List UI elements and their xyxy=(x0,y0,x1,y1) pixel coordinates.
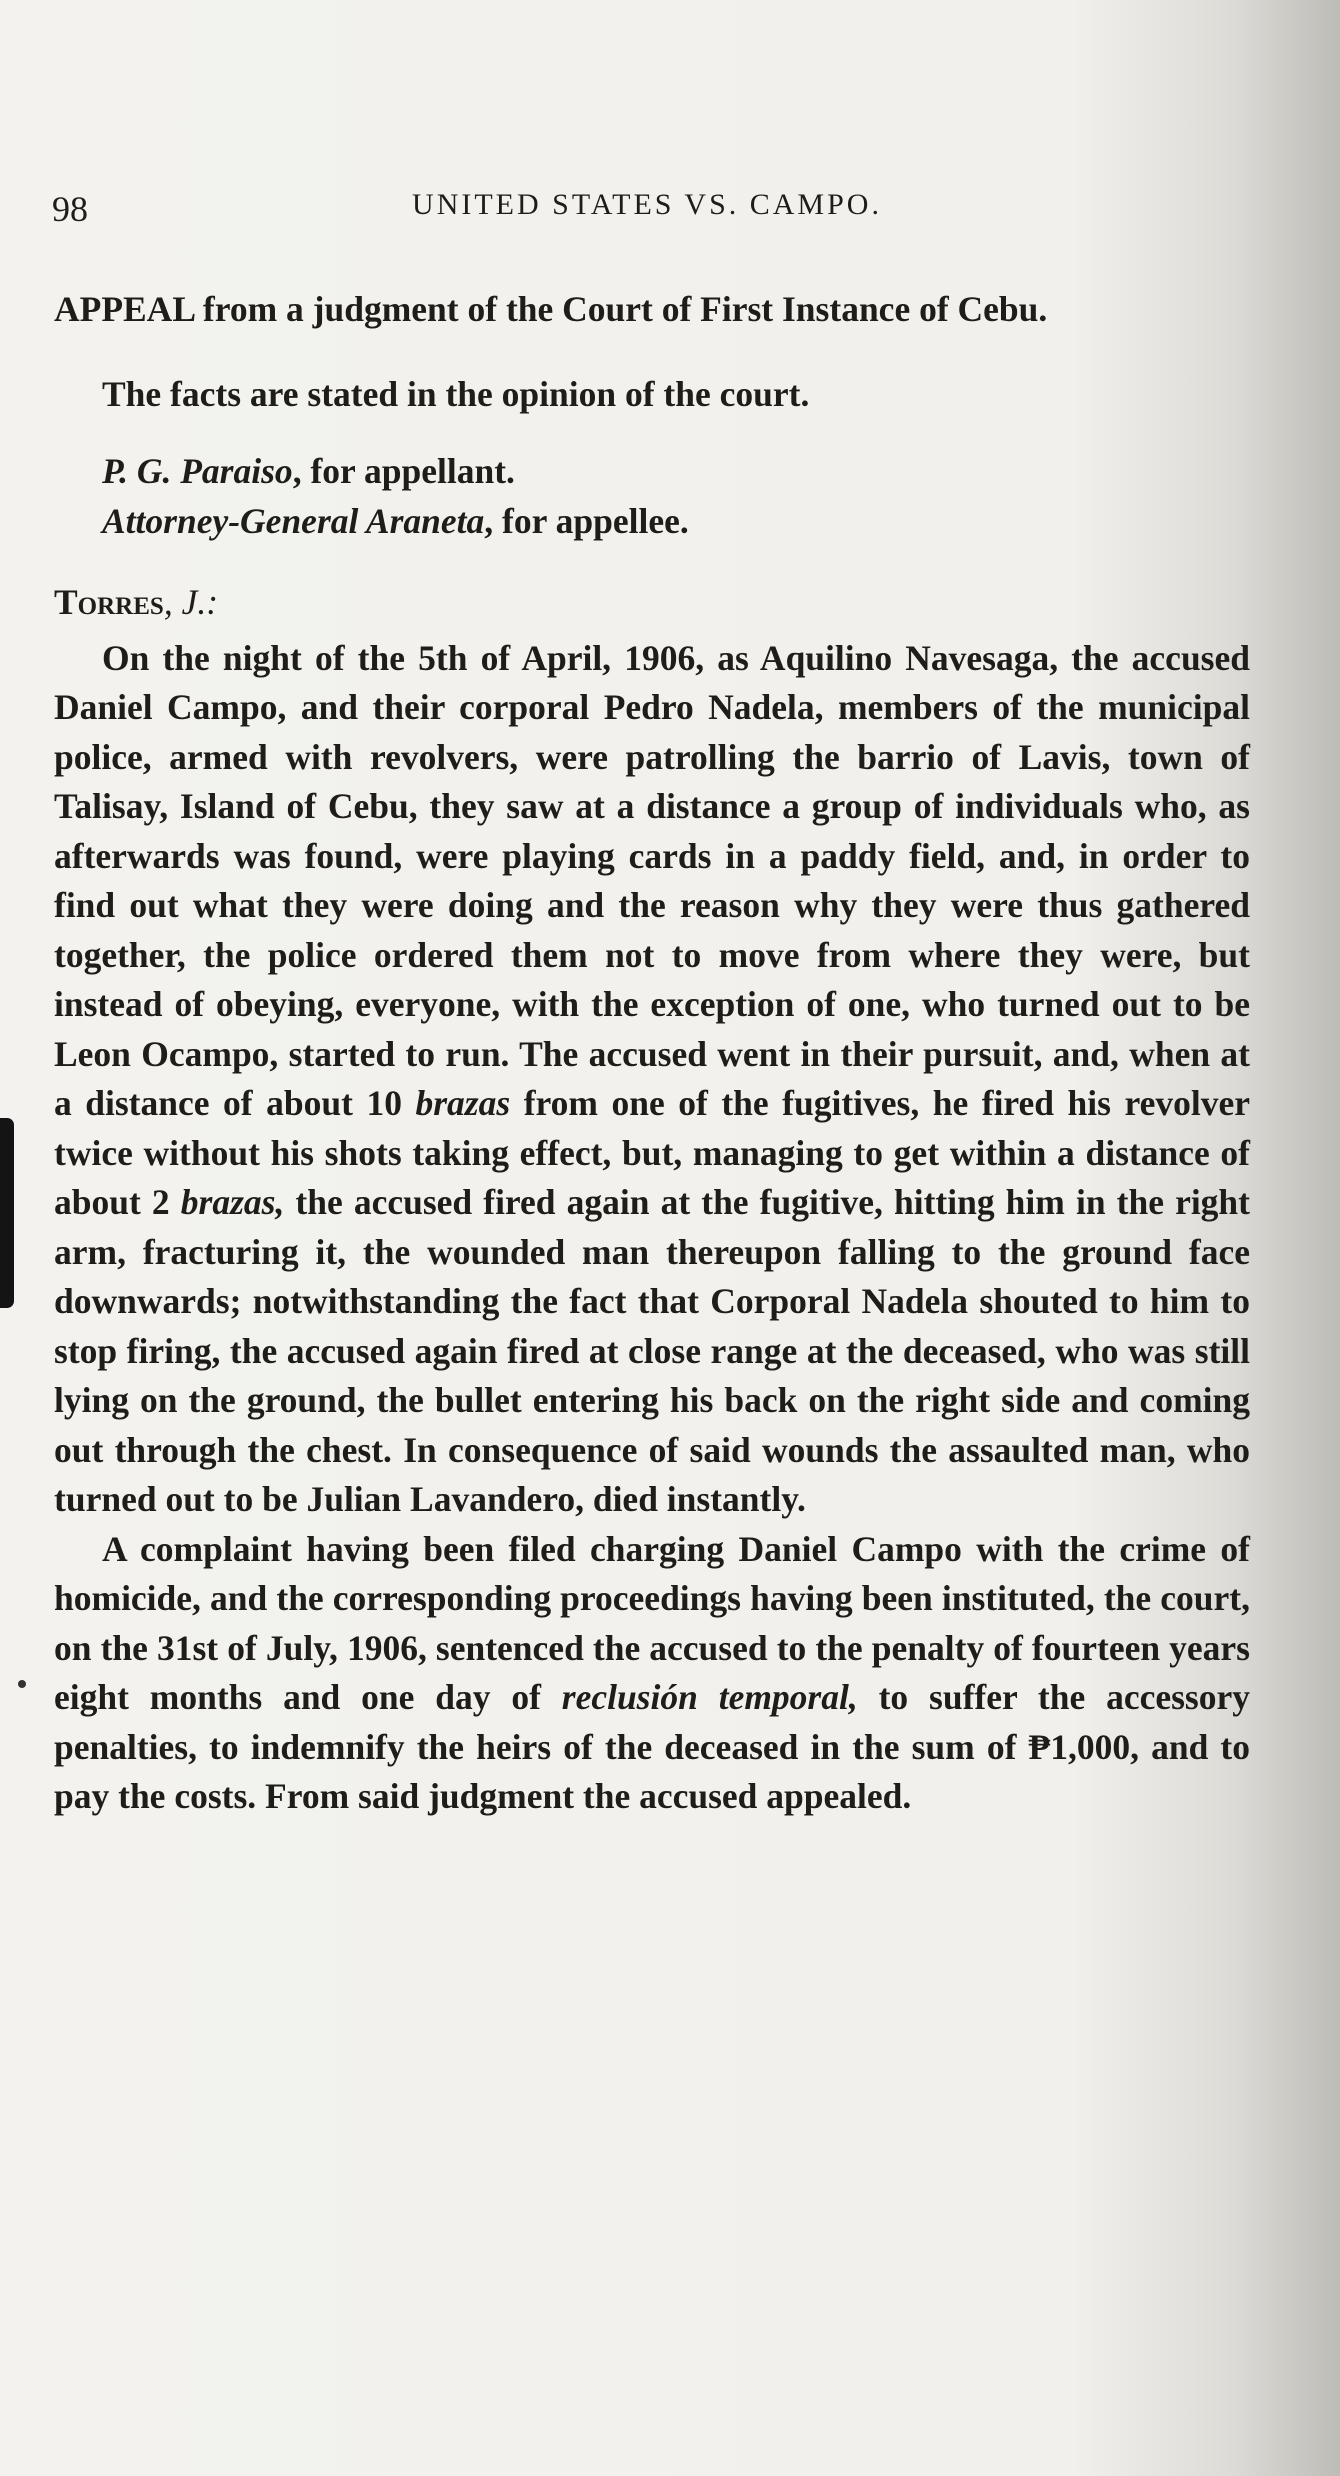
judge-attribution xyxy=(54,578,1250,628)
binder-tab-mark xyxy=(0,1118,14,1308)
page-content xyxy=(54,285,1250,1822)
counsel-role: , for appellee. xyxy=(484,500,689,541)
paragraph-text: to suffer the accessory penalties, to indemnify the heirs of the deceased in the sum of ₱1,000, and to pay the costs. From said judgment the accused appealed. xyxy=(54,1677,1250,1816)
margin-dot-mark xyxy=(18,1680,26,1688)
running-title: UNITED STATES VS. CAMPO. xyxy=(412,188,882,221)
facts-note: The facts are stated in the opinion of the court. xyxy=(102,373,810,414)
opinion-paragraph-1 xyxy=(54,634,1250,1525)
counsel-list xyxy=(54,447,1250,546)
appeal-statement: APPEAL from a judgment of the Court of First Instance of Cebu. xyxy=(54,289,1048,329)
italic-term: brazas, xyxy=(180,1182,285,1222)
counsel-role: , for appellant. xyxy=(292,451,515,491)
opinion-paragraph-2 xyxy=(54,1525,1250,1822)
page-number: 98 xyxy=(52,189,88,229)
counsel-name: P. G. Paraiso xyxy=(102,451,293,491)
counsel-appellee xyxy=(102,497,1250,547)
counsel-name: Attorney-General Araneta xyxy=(102,500,485,541)
page-header xyxy=(52,188,1242,238)
judge-suffix: , J.: xyxy=(163,582,219,622)
paragraph-text: from one of the fugitives, he fired his revolver twice without his shots taking effect, but, managing to get within a distance of about 2 xyxy=(54,1083,1250,1222)
paragraph-text: A complaint having been filed charging Daniel Campo with the crime of homicide, and the corresponding proceedings having been instituted, the court, on the 31st of July, 1906, sentenced the accused to the penalty of fourteen years eight months and one day of xyxy=(54,1528,1250,1717)
counsel-appellant xyxy=(102,447,1250,497)
paragraph-text: the accused fired again at the fugitive, hitting him in the right arm, fracturing it, the wounded man thereupon falling to the ground face downwards; notwithstanding the fact that Corporal Nadela shouted to him to stop firing, the accused again fired at close range at the deceased, who was still lying on the ground, the bullet entering his back on the right side and coming out through the chest. In consequence of said wounds the assaulted man, who turned out to be Julian Lavandero, died instantly. xyxy=(54,1182,1250,1519)
paragraph-text: On the night of the 5th of April, 1906, as Aquilino Navesaga, the accused Daniel Campo, and their corporal Pedro Nadela, members of the municipal police, armed with revolvers, were patrolling the barrio of Lavis, town of Talisay, Island of Cebu, they saw at a distance a group of individuals who, as afterwards was found, were playing cards in a paddy field, and, in order to find out what they were doing and the reason why they were thus gathered together, the police ordered them not to move from where they were, but instead of obeying, everyone, with the exception of one, who turned out to be Leon Ocampo, started to run. The accused went in their pursuit, and, when at a distance of about 10 xyxy=(54,637,1250,1123)
italic-term: brazas xyxy=(415,1083,511,1123)
italic-term: reclusión temporal, xyxy=(561,1677,858,1717)
judge-name: Torres xyxy=(54,582,164,622)
